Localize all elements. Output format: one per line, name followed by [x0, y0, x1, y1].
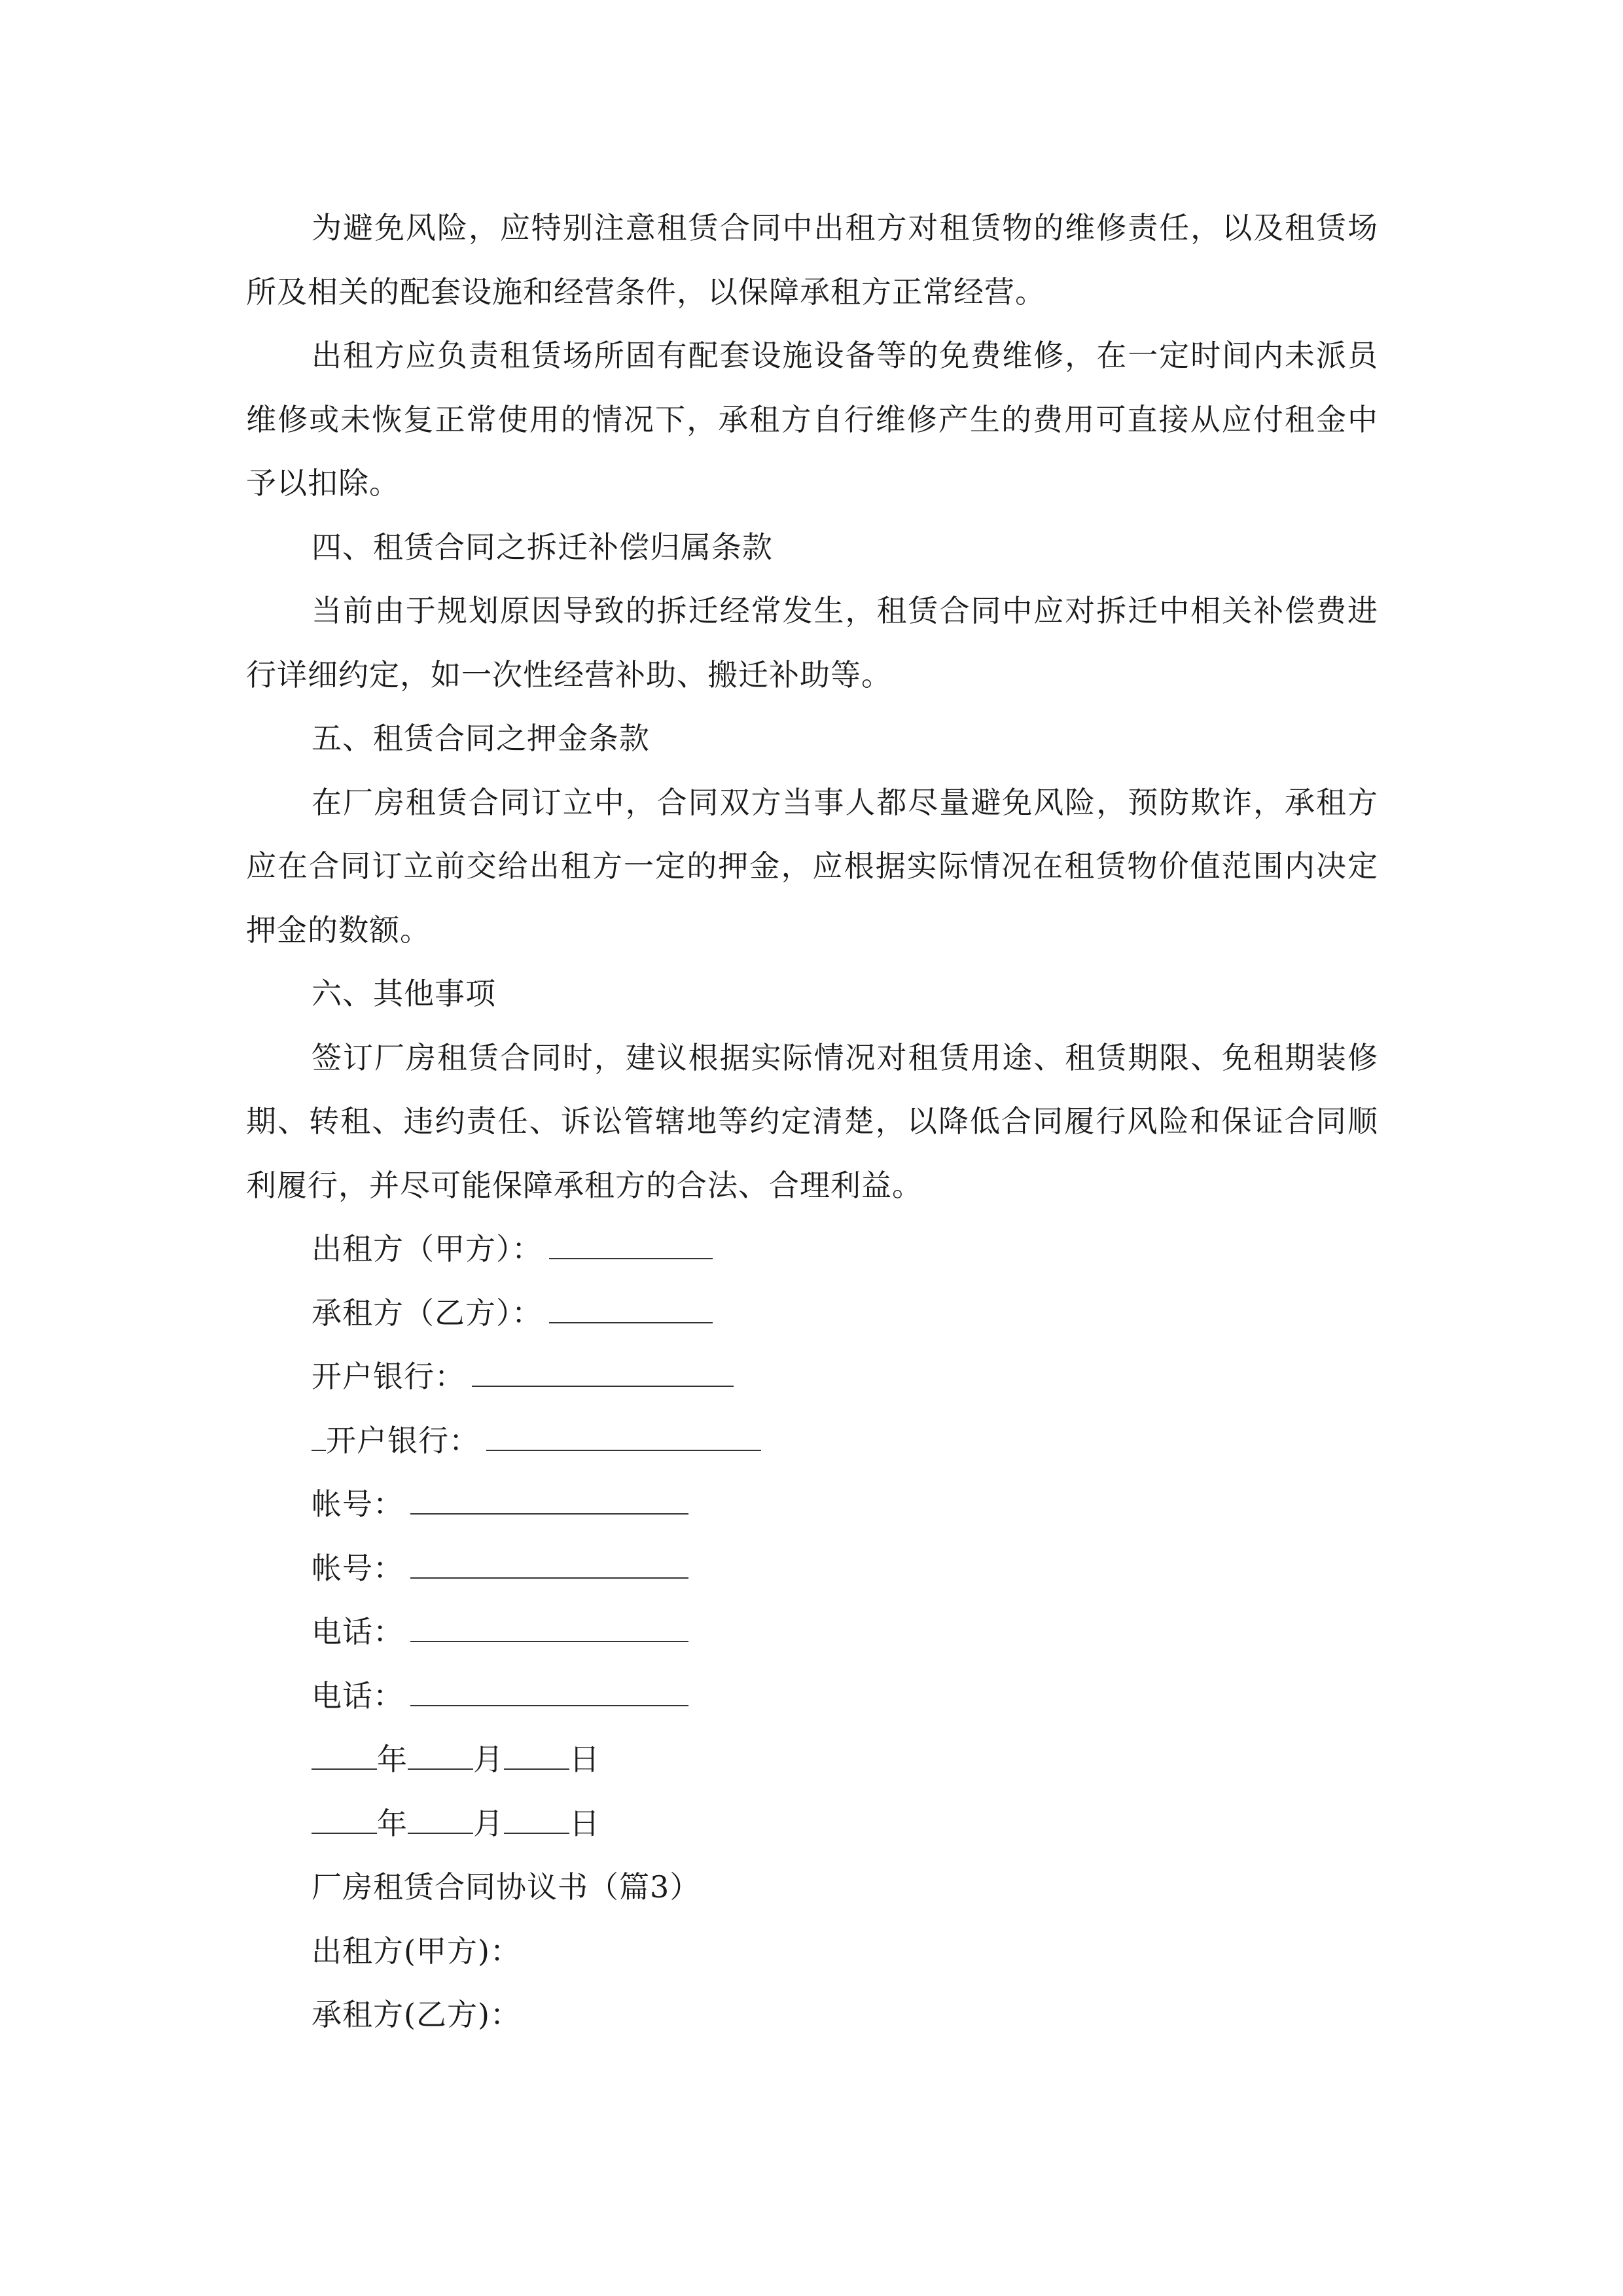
bank-leading-underline [312, 1424, 326, 1451]
phone-blank-1 [410, 1608, 688, 1642]
account-label-1: 帐号： [312, 1486, 404, 1522]
month-label-2: 月 [473, 1805, 504, 1841]
bank-row-2 [246, 1409, 1378, 1473]
paragraph-other-matters: 签订厂房租赁合同时，建议根据实际情况对租赁用途、租赁期限、免租期装修期、转租、违约责任、诉讼管辖地等约定清楚，以降低合同履行风险和保证合同顺利履行，并尽可能保障承租方的合法、合理利益。 [246, 1039, 1378, 1203]
account-row-2 [246, 1537, 1378, 1601]
lessor-blank [549, 1225, 713, 1259]
bank-row-1 [246, 1345, 1378, 1409]
next-section-lessor: 出租方(甲方)： [312, 1933, 521, 1969]
lessor-signature-row [246, 1217, 1378, 1282]
month-blank-2 [408, 1806, 473, 1834]
date-row-1 [246, 1728, 1378, 1792]
account-blank-2 [410, 1545, 688, 1579]
day-label-2: 日 [569, 1805, 600, 1841]
phone-row-1 [246, 1600, 1378, 1664]
month-label-1: 月 [473, 1742, 504, 1777]
paragraph-demolition: 当前由于规划原因导致的拆迁经常发生，租赁合同中应对拆迁中相关补偿费进行详细约定，如一次性经营补助、搬迁补助等。 [246, 593, 1378, 692]
date-row-2 [246, 1792, 1378, 1856]
phone-label-1: 电话： [312, 1614, 404, 1649]
bank-blank-2 [486, 1417, 761, 1451]
month-blank-1 [408, 1742, 473, 1770]
day-label-1: 日 [569, 1742, 600, 1777]
next-section-lessee: 承租方(乙方)： [312, 1997, 521, 2032]
year-label-1: 年 [377, 1742, 408, 1777]
bank-label-2: 开户银行： [326, 1422, 480, 1458]
bank-label-1: 开户银行： [312, 1359, 465, 1394]
lessee-blank [549, 1289, 713, 1323]
next-section-title: 厂房租赁合同协议书（篇3） [312, 1869, 701, 1905]
lessor-label: 出租方（甲方）： [312, 1231, 543, 1266]
year-label-2: 年 [377, 1805, 408, 1841]
account-blank-1 [410, 1480, 688, 1515]
lessee-label: 承租方（乙方）： [312, 1295, 543, 1331]
year-blank-2 [312, 1806, 377, 1834]
heading-demolition-clause: 四、租赁合同之拆迁补偿归属条款 [312, 529, 773, 565]
document-body [246, 196, 1378, 2047]
day-blank-1 [504, 1742, 569, 1770]
phone-label-2: 电话： [312, 1677, 404, 1713]
paragraph-deposit: 在厂房租赁合同订立中，合同双方当事人都尽量避免风险，预防欺诈，承租方应在合同订立前交给出租方一定的押金，应根据实际情况在租赁物价值范围内决定押金的数额。 [246, 784, 1378, 948]
paragraph-maintenance-risk: 为避免风险，应特别注意租赁合同中出租方对租赁物的维修责任，以及租赁场所及相关的配套设施和经营条件，以保障承租方正常经营。 [246, 210, 1378, 310]
day-blank-2 [504, 1806, 569, 1834]
paragraph-maintenance-duty: 出租方应负责租赁场所固有配套设施设备等的免费维修，在一定时间内未派员维修或未恢复正常使用的情况下，承租方自行维修产生的费用可直接从应付租金中予以扣除。 [246, 338, 1378, 501]
heading-deposit-clause: 五、租赁合同之押金条款 [312, 721, 650, 756]
bank-blank-1 [472, 1353, 734, 1387]
account-row-1 [246, 1473, 1378, 1537]
year-blank-1 [312, 1742, 377, 1770]
lessee-signature-row [246, 1282, 1378, 1346]
heading-other-matters: 六、其他事项 [312, 976, 496, 1011]
phone-row-2 [246, 1664, 1378, 1729]
phone-blank-2 [410, 1672, 688, 1706]
account-label-2: 帐号： [312, 1550, 404, 1586]
